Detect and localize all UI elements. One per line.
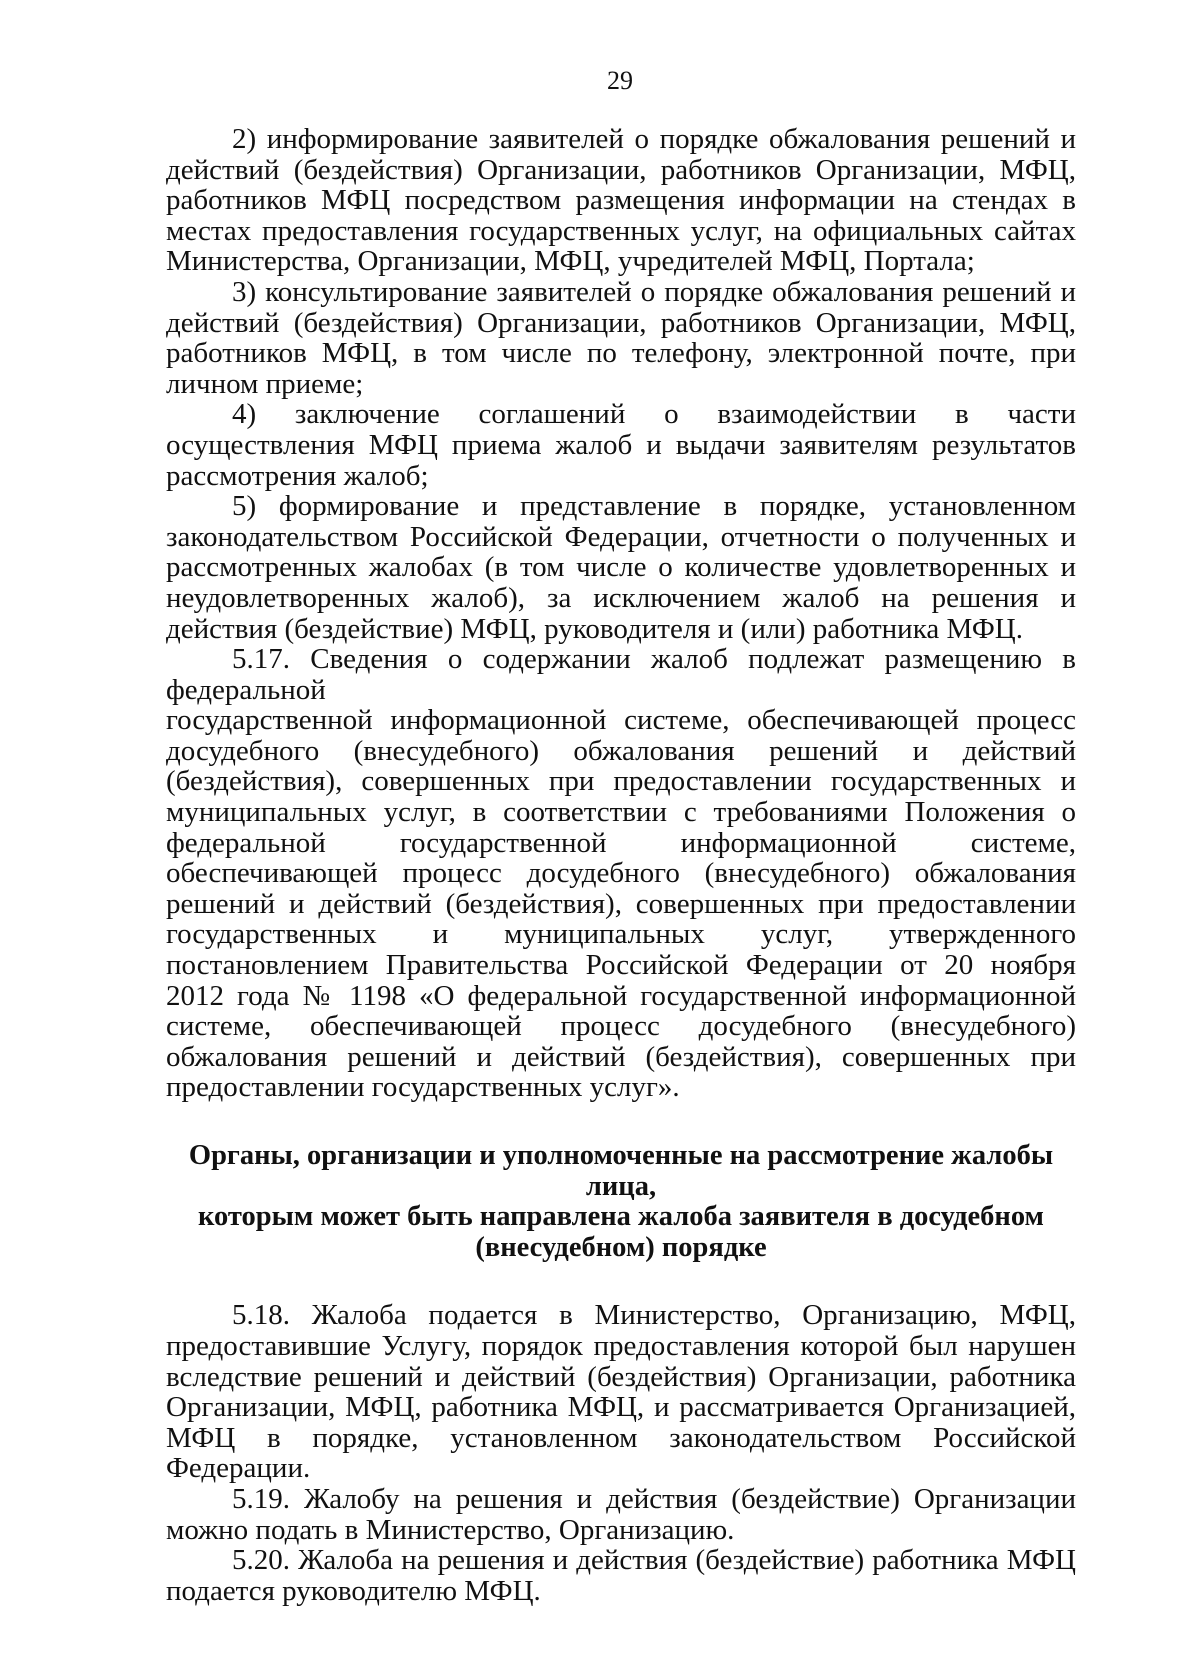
section-heading-line2: которым может быть направлена жалоба заявителя в досудебном [198,1201,1044,1233]
paragraph-5-19: 5.19. Жалобу на решения и действия (бездействие) Организации можно подать в Министерство, Организацию. [166,1482,1076,1546]
paragraph-5-17-line2: федеральной [166,673,326,706]
paragraph-item-3: 3) консультирование заявителей о порядке обжалования решений и действий (бездействия) Организации, работников Организации, МФЦ, работников МФЦ, в том числе по телефону, электронной почте, при личном приеме; [166,275,1076,400]
page-number: 29 [607,66,633,95]
paragraph-5-20: 5.20. Жалоба на решения и действия (бездействие) работника МФЦ подается руководителю МФЦ. [166,1544,1076,1607]
paragraph-item-2: 2) информирование заявителей о порядке обжалования решений и действий (бездействия) Организации, работников Организации, МФЦ, работников МФЦ посредством размещения информации на стендах в местах предоставления государственных услуг, на официальных сайтах Министерства, Организации, МФЦ, учредителей МФЦ, Портала; [166,123,1076,278]
document-body [166,124,1076,1606]
paragraph-5-17-body: государственной информационной системе, обеспечивающей процесс досудебного (внесудебного) обжалования решений и действий (бездействия), совершенных при предоставлении государственных и муниципальных услуг, в соответствии с требованиями Положения о федеральной государственной информационной системе, обеспечивающей процесс досудебного (внесудебного) обжалования решений и действий (бездействия), совершенных при предоставлении государственных и муниципальных услуг, утвержденного постановлением Правительства Российской Федерации от 20 ноября 2012 года № 1198 «О федеральной государственной информационной системе, обеспечивающей процесс досудебного (внесудебного) обжалования решений и действий (бездействия), совершенных при предоставлении государственных услуг». [166,704,1076,1104]
paragraph-item-5: 5) формирование и представление в порядке, установленном законодательством Российской Федерации, отчетности о полученных и рассмотренных жалобах (в том числе о количестве удовлетворенных и неудовлетворенных жалоб), за исключением жалоб на решения и действия (бездействие) МФЦ, руководителя и (или) работника МФЦ. [166,490,1076,645]
section-heading [166,1141,1076,1263]
paragraph-5-17-line1: 5.17. Сведения о содержании жалоб подлежат размещению в [232,643,1076,676]
section-heading-line3: (внесудебном) порядке [475,1231,767,1263]
paragraph-item-4: 4) заключение соглашений о взаимодействии в части осуществления МФЦ приема жалоб и выдачи заявителям результатов рассмотрения жалоб; [166,398,1076,492]
paragraph-5-18: 5.18. Жалоба подается в Министерство, Организацию, МФЦ, предоставившие Услугу, порядок предоставления которой был нарушен вследствие решений и действий (бездействия) Организации, работника Организации, МФЦ, работника МФЦ, и рассматривается Организацией, МФЦ в порядке, установленном законодательством Российской Федерации. [166,1299,1076,1485]
section-heading-line1: Органы, организации и уполномоченные на рассмотрение жалобы лица, [188,1140,1054,1202]
